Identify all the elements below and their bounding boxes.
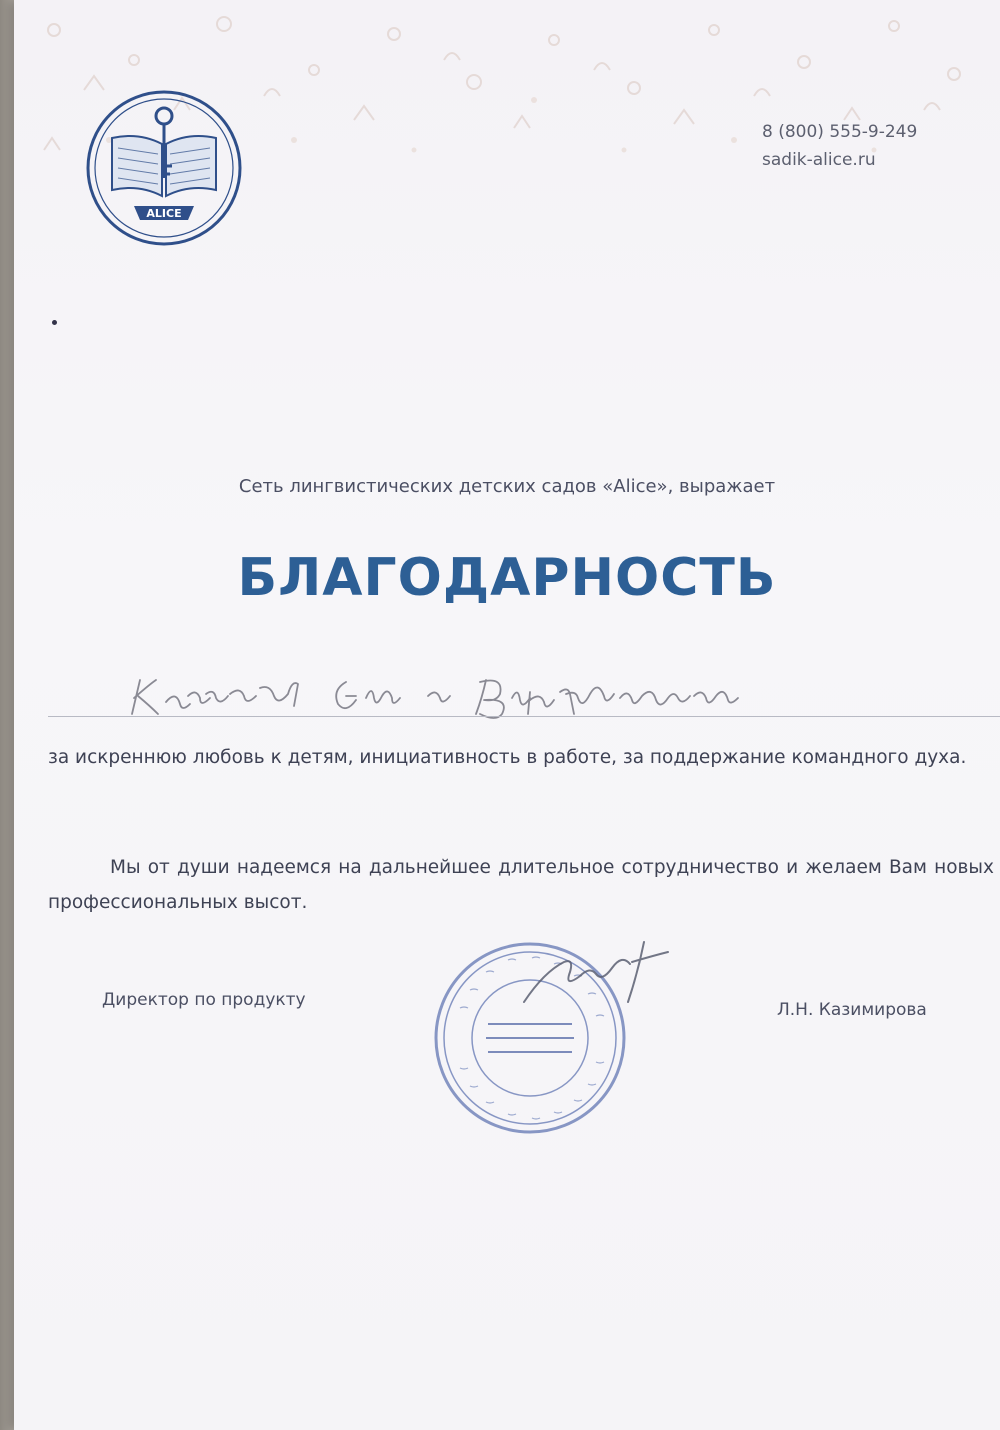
contacts-block — [762, 118, 917, 174]
alice-logo — [84, 88, 244, 248]
ink-dot — [52, 320, 57, 325]
paragraph-gratitude-reason: за искреннюю любовь к детям, инициативность в работе, за поддержание командного духа. — [48, 747, 967, 768]
certificate-title: БЛАГОДАРНОСТЬ — [237, 548, 777, 608]
website: sadik-alice.ru — [762, 150, 876, 170]
handwritten-signature — [514, 932, 674, 1012]
phone-number: 8 (800) 555-9-249 — [762, 122, 918, 142]
signatory-name: Л.Н. Казимирова — [777, 1000, 927, 1020]
recipient-handwritten-name — [110, 668, 790, 720]
intro-text: Сеть лингвистических детских садов «Alice», выражает — [238, 476, 776, 497]
certificate-sheet — [14, 0, 1000, 1430]
recipient-underline — [48, 716, 1000, 717]
paragraph-wishes: Мы от души надеемся на дальнейшее длительное сотрудничество и желаем Вам новых профессиональных высот. — [48, 857, 994, 913]
signatory-role: Директор по продукту — [102, 990, 306, 1010]
logo-text: ALICE — [146, 207, 182, 220]
